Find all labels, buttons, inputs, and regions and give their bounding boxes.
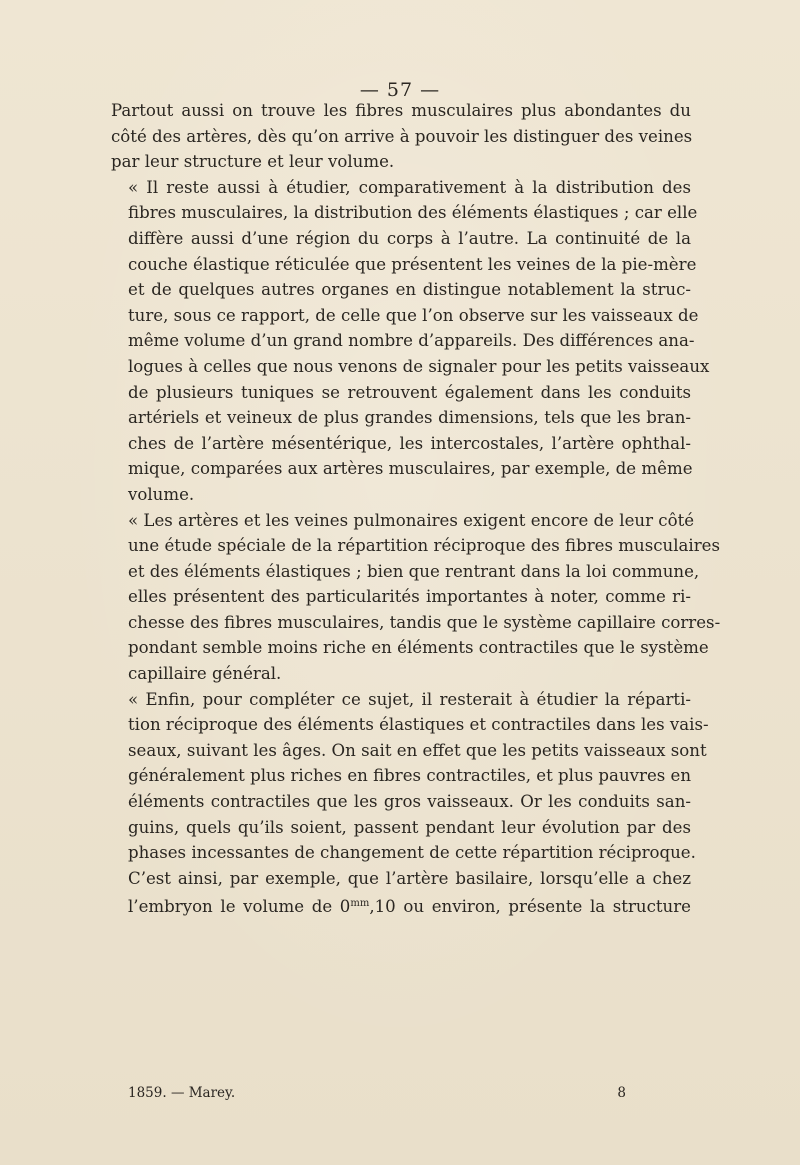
page-number: — 57 — — [359, 79, 441, 101]
paragraph-2 — [111, 175, 710, 508]
text-line: « Il reste aussi à étudier, comparativement à la distribution des — [128, 177, 691, 197]
text-line: guins, quels qu’ils soient, passent pendant leur évolution par des — [128, 817, 691, 837]
body-text — [111, 98, 721, 920]
text-line: « Enfin, pour compléter ce sujet, il resterait à étudier la réparti- — [128, 689, 691, 709]
text-line: éléments contractiles que les gros vaisseaux. Or les conduits san- — [128, 792, 691, 812]
text-fragment: l’embryon le volume de 0 — [128, 897, 351, 917]
text-line-with-superscript — [111, 891, 691, 920]
text-line: mique, comparées aux artères musculaires, par exemple, de même — [128, 459, 693, 479]
text-line: côté des artères, dès qu’on arrive à pouvoir les distinguer des veines — [111, 126, 693, 146]
text-line: même volume d’un grand nombre d’appareils. Des différences ana- — [128, 331, 695, 351]
text-line: couche élastique réticulée que présentent les veines de la pie-mère — [128, 254, 697, 274]
paragraph-4 — [111, 687, 709, 920]
text-line: capillaire général. — [128, 664, 282, 684]
text-line: pondant semble moins riche en éléments contractiles que le système — [128, 638, 709, 658]
superscript-unit: mm — [350, 898, 370, 910]
footer-signature: 1859. — Marey. — [128, 1085, 236, 1101]
text-line: artériels et veineux de plus grandes dimensions, tels que les bran- — [128, 408, 691, 428]
text-line: C’est ainsi, par exemple, que l’artère basilaire, lorsqu’elle a chez — [128, 868, 691, 888]
text-line: logues à celles que nous venons de signaler pour les petits vaisseaux — [128, 356, 710, 376]
text-line: phases incessantes de changement de cette répartition réciproque. — [128, 843, 696, 863]
text-line: chesse des fibres musculaires, tandis que le système capillaire corres- — [128, 612, 721, 632]
text-line: par leur structure et leur volume. — [111, 152, 395, 172]
text-line: volume. — [128, 484, 195, 504]
footer-sheet-number: 8 — [617, 1085, 626, 1101]
text-line: seaux, suivant les âges. On sait en effet que les petits vaisseaux sont — [128, 740, 707, 760]
text-line: de plusieurs tuniques se retrouvent également dans les conduits — [128, 382, 691, 402]
text-line: ture, sous ce rapport, de celle que l’on observe sur les vaisseaux de — [128, 305, 699, 325]
text-line: fibres musculaires, la distribution des éléments élastiques ; car elle — [128, 203, 698, 223]
text-line: diffère aussi d’une région du corps à l’autre. La continuité de la — [128, 228, 691, 248]
text-fragment: ,10 ou environ, présente la structure — [369, 897, 691, 917]
text-line: « Les artères et les veines pulmonaires exigent encore de leur côté — [128, 510, 695, 530]
text-line: elles présentent des particularités importantes à noter, comme ri- — [128, 587, 691, 607]
text-line: généralement plus riches en fibres contractiles, et plus pauvres en — [128, 766, 692, 786]
text-line: tion réciproque des éléments élastiques et contractiles dans les vais- — [128, 715, 709, 735]
text-line: ches de l’artère mésentérique, les intercostales, l’artère ophthal- — [128, 433, 691, 453]
paragraph-1 — [111, 98, 691, 175]
page-footer — [128, 1085, 626, 1101]
text-line: et de quelques autres organes en distingue notablement la struc- — [128, 280, 691, 300]
text-line: et des éléments élastiques ; bien que rentrant dans la loi commune, — [128, 561, 700, 581]
paragraph-3 — [111, 508, 721, 687]
text-line: Partout aussi on trouve les fibres musculaires plus abondantes du — [111, 101, 691, 120]
text-line: une étude spéciale de la répartition réciproque des fibres musculaires — [128, 536, 720, 556]
